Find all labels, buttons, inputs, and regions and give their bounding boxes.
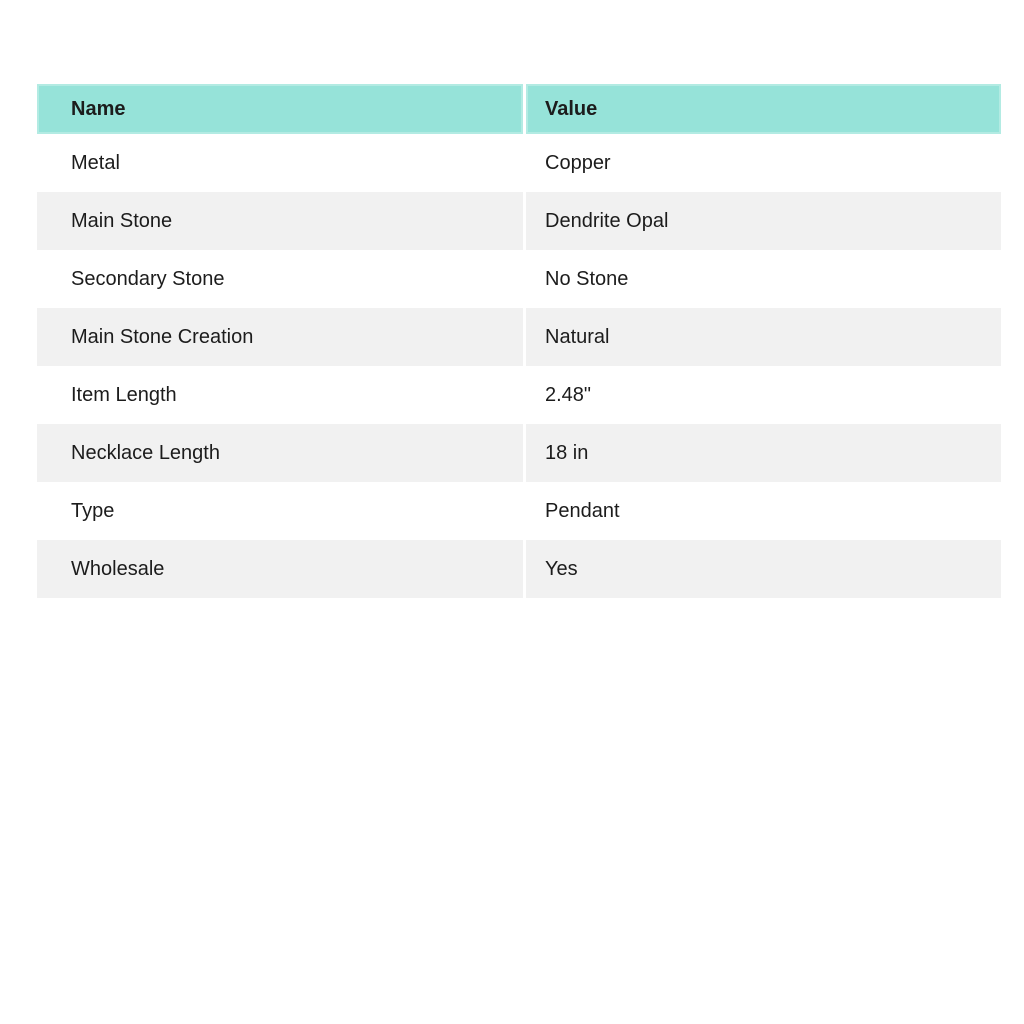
spec-table-header <box>37 84 1001 134</box>
item-specifics-table <box>37 84 1001 598</box>
header-cell-name: Name <box>37 84 523 134</box>
spec-table <box>37 84 1001 598</box>
row-value-cell: No Stone <box>523 250 1001 308</box>
row-name-cell: Item Length <box>37 366 523 424</box>
table-row <box>37 424 1001 482</box>
table-row <box>37 250 1001 308</box>
table-row <box>37 134 1001 192</box>
row-value-cell: Copper <box>523 134 1001 192</box>
table-row <box>37 192 1001 250</box>
table-row <box>37 540 1001 598</box>
row-name-cell: Wholesale <box>37 540 523 598</box>
row-value-cell: 2.48" <box>523 366 1001 424</box>
header-cell-value: Value <box>523 84 1001 134</box>
row-name-cell: Main Stone <box>37 192 523 250</box>
row-value-cell: Yes <box>523 540 1001 598</box>
row-value-cell: Natural <box>523 308 1001 366</box>
header-row <box>37 84 1001 134</box>
spec-table-body <box>37 134 1001 598</box>
row-value-cell: 18 in <box>523 424 1001 482</box>
row-value-cell: Dendrite Opal <box>523 192 1001 250</box>
row-name-cell: Main Stone Creation <box>37 308 523 366</box>
table-row <box>37 482 1001 540</box>
row-value-cell: Pendant <box>523 482 1001 540</box>
row-name-cell: Secondary Stone <box>37 250 523 308</box>
table-row <box>37 308 1001 366</box>
table-row <box>37 366 1001 424</box>
row-name-cell: Metal <box>37 134 523 192</box>
row-name-cell: Type <box>37 482 523 540</box>
row-name-cell: Necklace Length <box>37 424 523 482</box>
